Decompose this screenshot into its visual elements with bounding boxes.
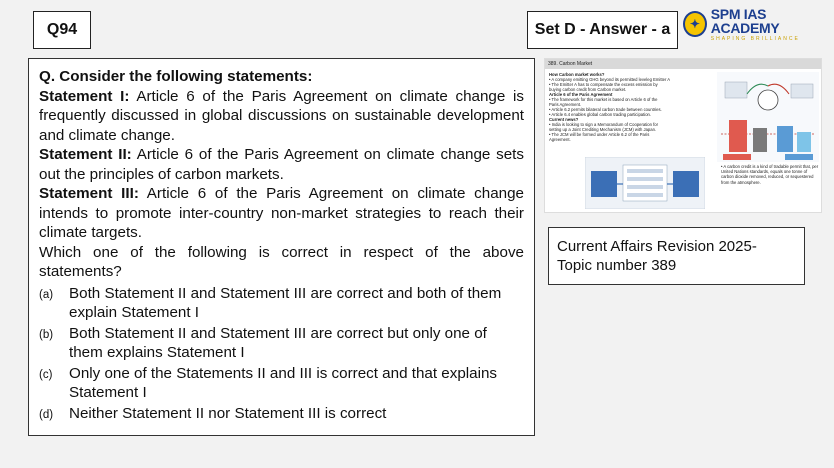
thumbnail-header: 389. Carbon Market xyxy=(545,59,821,69)
topic-line-1: Current Affairs Revision 2025- xyxy=(557,238,757,255)
option-text: Neither Statement II nor Statement III is correct xyxy=(69,404,387,422)
logo-tagline: SHAPING BRILLIANCE xyxy=(710,35,800,42)
thumbnail-notes xyxy=(549,72,711,142)
thumbnail-line: setting up a Joint Crediting Mechanism (JCM) with Japan. xyxy=(549,127,657,132)
statement-2 xyxy=(39,145,524,184)
topic-line-2: Topic number 389 xyxy=(557,257,677,274)
thumbnail-line: • The framework for this market is based on Article 6 of the xyxy=(549,97,658,102)
reference-slide-thumbnail xyxy=(544,58,822,213)
thumbnail-line: • Article 6.2 permits bilateral carbon trade between countries. xyxy=(549,107,662,112)
statement-text: Article 6 of the Paris Agreement on climate change is frequently discussed in global discussions on sustainable development and climate change. xyxy=(39,87,525,144)
statement-1 xyxy=(39,87,524,146)
option-c xyxy=(39,364,524,403)
statement-label: Statement II: xyxy=(39,146,132,163)
statement-label: Statement I: xyxy=(39,87,130,105)
question-prompt: Which one of the following is correct in respect of the above statements? xyxy=(39,243,524,280)
thumbnail-line: How Carbon market works? xyxy=(549,72,605,77)
options-list xyxy=(39,284,524,426)
statement-3 xyxy=(39,184,524,243)
option-text: Both Statement II and Statement III are correct and both of them explain Statement I xyxy=(69,284,502,321)
option-text: Both Statement II and Statement III are correct but only one of them explains Statement I xyxy=(69,324,487,361)
topic-reference-box xyxy=(548,227,805,285)
question-number-box xyxy=(33,11,91,49)
answer-key-box xyxy=(527,11,678,49)
option-a xyxy=(39,284,524,323)
thumbnail-line: Current news? xyxy=(549,117,579,122)
logo-name: SPM IAS ACADEMY xyxy=(710,5,780,36)
question-number: Q94 xyxy=(46,21,78,38)
statement-text: Article 6 of the Paris Agreement on climate change intends to promote inter-country non-market strategies to reach their climate targets. xyxy=(39,185,524,241)
option-letter: (b) xyxy=(39,328,54,341)
option-letter: (c) xyxy=(39,368,53,381)
thumbnail-line: Paris Agreement. xyxy=(549,102,582,107)
option-letter: (d) xyxy=(39,408,54,421)
thumbnail-line: buying carbon credit from Carbon market. xyxy=(549,87,627,92)
question-panel xyxy=(28,58,535,436)
statement-label: Statement III: xyxy=(39,185,139,202)
option-b xyxy=(39,324,524,363)
thumbnail-line: Agreement. xyxy=(549,137,571,142)
academy-logo xyxy=(683,7,825,41)
thumbnail-caption: • A carbon credit is a kind of tradable permit that, per United Nations standards, equals one tonne of carbon dioxide removed, reduced, or sequestered from the atmosphere. xyxy=(721,164,819,185)
thumbnail-line: Article 6 of the Paris Agreement xyxy=(549,92,613,97)
thumbnail-line: • A company emitting GHG beyond its permitted leveleg Emitter A xyxy=(549,77,671,82)
statement-text: Article 6 of the Paris Agreement on climate change sets out the principles of carbon markets. xyxy=(39,146,524,183)
thumbnail-line: • The Emitter A has to compensate the excess emission by xyxy=(549,82,658,87)
carbon-market-illustration xyxy=(717,72,819,162)
thumbnail-line: • The JCM will be formed under Article 6.2 of the Paris xyxy=(549,132,650,137)
option-letter: (a) xyxy=(39,288,54,301)
option-d xyxy=(39,404,524,426)
logo-emblem-icon: ✦ xyxy=(683,11,707,37)
option-text: Only one of the Statements II and III is correct and that explains Statement I xyxy=(69,364,498,401)
question-title: Q. Consider the following statements: xyxy=(39,68,313,85)
jcm-diagram xyxy=(585,157,705,209)
thumbnail-line: • Article 6.4 enables global carbon trading participation. xyxy=(549,112,652,117)
thumbnail-line: • India is looking to sign a Memorandum of Cooperation for xyxy=(549,122,659,127)
answer-key: Set D - Answer - a xyxy=(534,21,671,38)
